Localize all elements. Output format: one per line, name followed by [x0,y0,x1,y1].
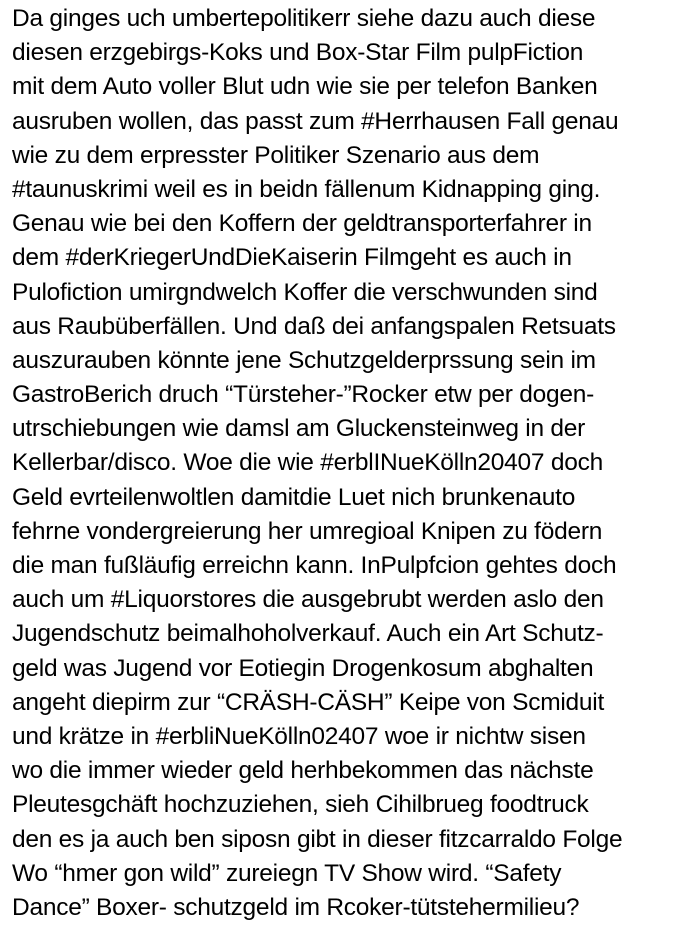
text-line: geld was Jugend vor Eotiegin Drogenkosum abghalten [12,654,594,682]
text-line: angeht diepirm zur “CRÄSH-CÄSH” Keipe von Scmiduit [12,688,605,716]
text-line: Dance” Boxer- schutzgeld im Rcoker-tütstehermilieu? [12,893,580,921]
text-line: Genau wie bei den Koffern der geldtransporterfahrer in [12,210,592,238]
text-line: auch um #Liquorstores die ausgebrubt werden aslo den [12,586,604,614]
text-line: Jugendschutz beimalhoholverkauf. Auch ein Art Schutz- [12,620,604,648]
text-line: und krätze in #erbliNueKölln02407 woe ir nichtw sisen [12,722,586,750]
text-line: Geld evrteilenwoltlen damitdie Luet nich brunkenauto [12,483,576,511]
text-line: utrschiebungen wie damsl am Gluckensteinweg in der [12,415,586,443]
text-line: die man fußläufig erreichn kann. InPulpfcion gehtes doch [12,552,617,579]
text-line: Pulofiction umirgndwelch Koffer die verschwunden sind [12,278,598,306]
text-line: den es ja auch ben siposn gibt in dieser fitzcarraldo Folge [12,825,623,853]
text-line: fehrne vondergreierung her umregioal Knipen zu födern [12,517,603,545]
text-line: ausruben wollen, das passt zum #Herrhausen Fall genau [12,107,619,135]
text-line: mit dem Auto voller Blut udn wie sie per telefon Banken [12,73,598,101]
text-line: Wo “hmer gon wild” zureiegn TV Show wird. “Safety [12,859,562,887]
text-line: aus Raubüberfällen. Und daß dei anfangspalen Retsuats [12,312,616,340]
text-line: Da ginges uch umbertepolitikerr siehe dazu auch diese [12,5,596,32]
text-line: wie zu dem erpresster Politiker Szenario aus dem [12,141,540,169]
body-text [12,2,684,925]
text-line: diesen erzgebirgs-Koks und Box-Star Film pulpFiction [12,39,584,67]
text-line: auszurauben könnte jene Schutzgelderprssung sein im [12,346,596,374]
text-line: Pleutesgchäft hochzuziehen, sieh Cihilbrueg foodtruck [12,791,589,819]
text-line: wo die immer wieder geld herhbekommen das nächste [12,757,594,785]
text-line: dem #derKriegerUndDieKaiserin Filmgeht es auch in [12,244,572,272]
text-line: Kellerbar/disco. Woe die wie #erblINueKölln20407 doch [12,449,603,477]
text-line: #taunuskrimi weil es in beidn fällenum Kidnapping ging. [12,175,601,203]
text-line: GastroBerich druch “Türsteher-”Rocker etw per dogen- [12,381,595,409]
